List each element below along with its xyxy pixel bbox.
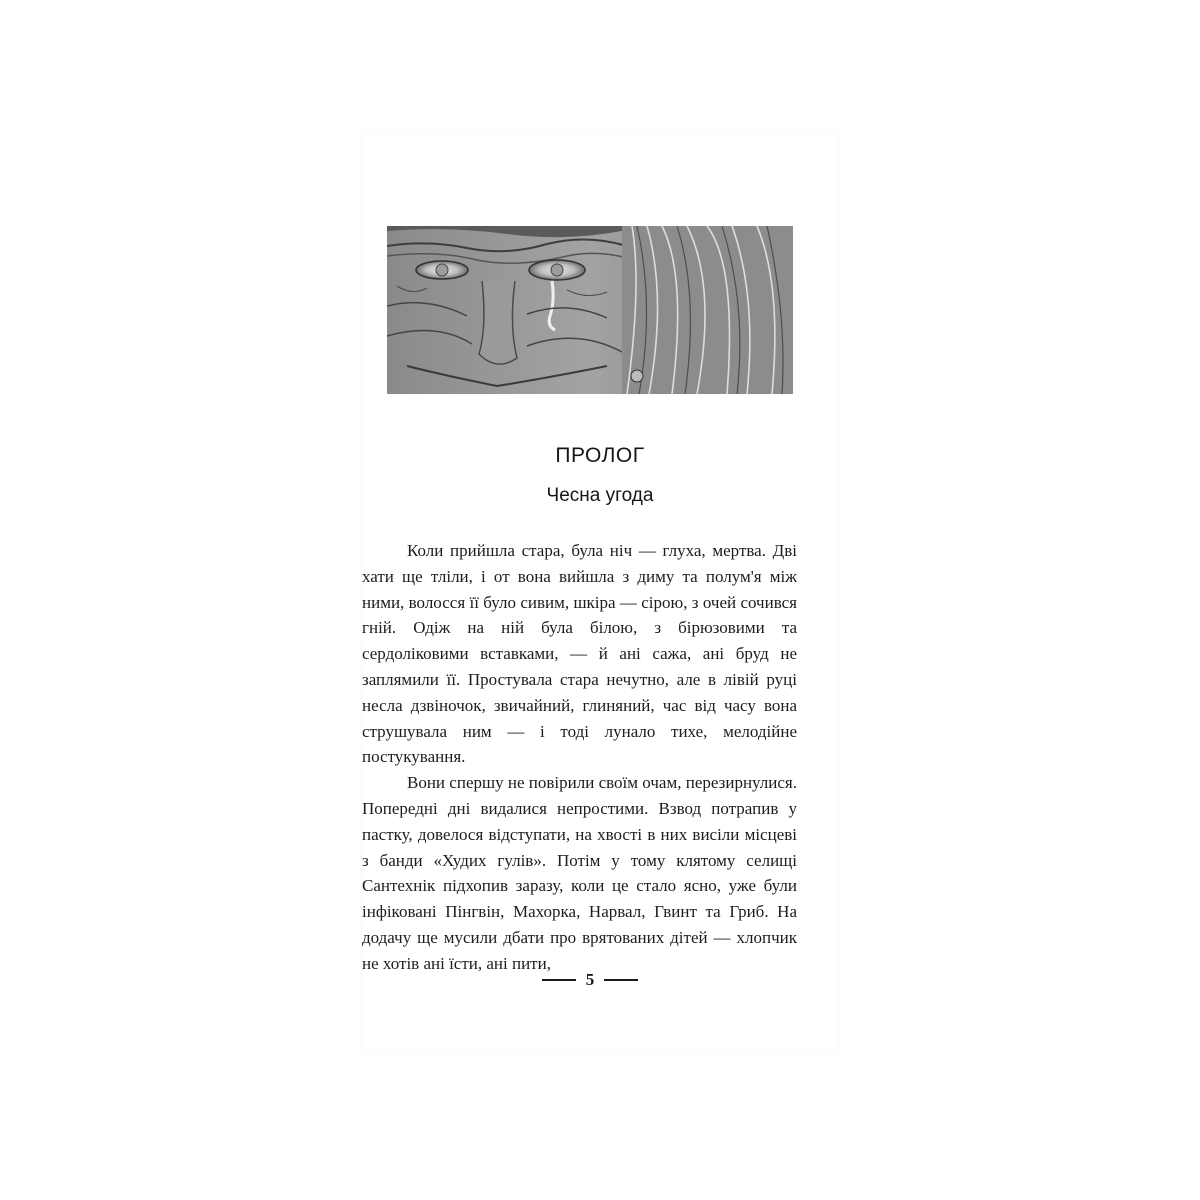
chapter-title: ПРОЛОГ xyxy=(555,444,645,467)
book-page xyxy=(362,130,838,1050)
chapter-body xyxy=(362,538,797,977)
chapter-subtitle: Чесна угода xyxy=(546,485,654,506)
dash-left xyxy=(542,979,576,981)
paragraph: Вони спершу не повірили своїм очам, перезирнулися. Попередні дні видалися непростими. Взвод потрапив у пастку, довелося відступати, на хвості в них висіли місцеві з банди «Худих гулів». Потім у тому клятому селищі Сантехнік підхопив заразу, коли це стало ясно, уже були інфіковані Пінгвін, Махорка, Нарвал, Гвинт та Гриб. На додачу ще мусили дбати про врятованих дітей — хлопчик не хотів ані їсти, ані пити, xyxy=(362,773,797,973)
page-number-value: 5 xyxy=(585,970,595,989)
chapter-illustration xyxy=(387,226,793,394)
old-woman-eyes-illustration xyxy=(387,226,793,394)
page-number xyxy=(362,970,818,990)
paragraph: Коли прийшла стара, була ніч — глуха, мертва. Дві хати ще тліли, і от вона вийшла з диму та полум'я між ними, волосся її було сивим, шкіра — сірою, з очей сочився гній. Одіж на ній була білою, з бірюзовими та сердоліковими вставками, — й ані сажа, ані бруд не заплямили її. Простувала стара нечутно, але в лівій руці несла дзвіночок, звичайний, глиняний, час від часу вона струшувала ним — і тоді лунало тихе, мелодійне постукування. xyxy=(362,541,797,767)
dash-right xyxy=(604,979,638,981)
